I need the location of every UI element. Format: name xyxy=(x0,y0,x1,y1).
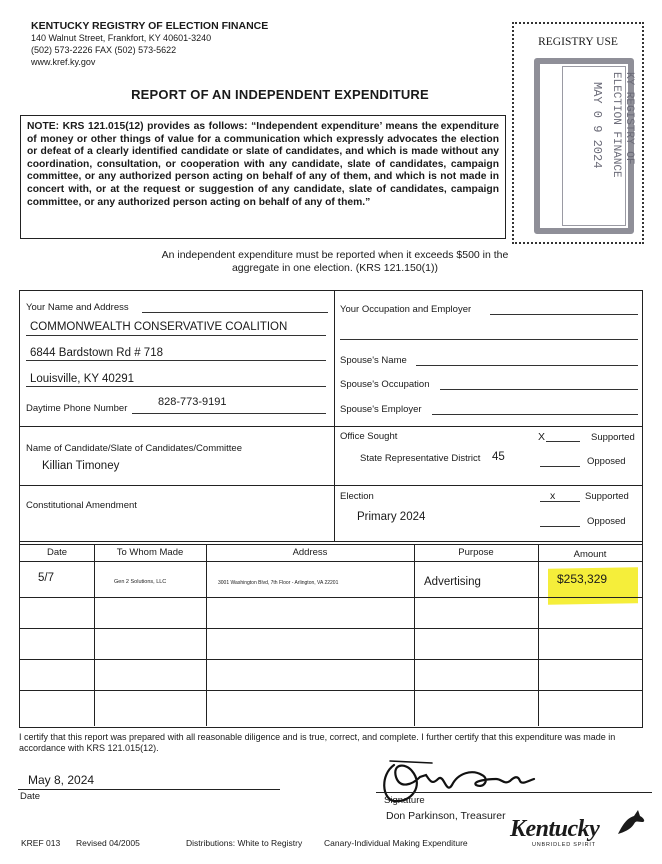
agency-name: KENTUCKY REGISTRY OF ELECTION FINANCE xyxy=(31,20,269,32)
date-label: Date xyxy=(20,791,41,802)
certification-text: I certify that this report was prepared with all reasonable diligence and is true, correct, and complete. I further certify that this expenditure was made in accordance with KRS 121.015(12). xyxy=(19,732,616,753)
signature-line xyxy=(376,792,652,793)
election-label: Election xyxy=(340,491,374,502)
row-divider xyxy=(20,659,642,660)
underline xyxy=(26,360,326,361)
spouse-employer-label: Spouse's Employer xyxy=(340,404,422,415)
col-header-date: Date xyxy=(46,547,68,558)
row-divider xyxy=(20,544,642,545)
candidate-opposed-label: Opposed xyxy=(587,456,626,467)
signed-date[interactable]: May 8, 2024 xyxy=(28,773,95,787)
underline xyxy=(490,314,638,315)
logo-tagline: UNBRIDLED SPIRIT xyxy=(532,842,596,848)
column-divider xyxy=(94,544,95,726)
candidate-label: Name of Candidate/Slate of Candidates/Committee xyxy=(26,443,242,454)
row-date[interactable]: 5/7 xyxy=(38,572,54,584)
col-header-amount: Amount xyxy=(573,549,607,560)
underline xyxy=(340,339,638,340)
underline xyxy=(26,335,326,336)
candidate-supported-label: Supported xyxy=(591,432,635,443)
underline xyxy=(440,389,638,390)
column-divider xyxy=(206,544,207,726)
name-address-label: Your Name and Address xyxy=(26,302,129,313)
filer-name[interactable]: COMMONWEALTH CONSERVATIVE COALITION xyxy=(30,321,288,333)
underline xyxy=(546,441,580,442)
col-header-purpose: Purpose xyxy=(458,547,494,558)
row-divider xyxy=(20,561,642,562)
row-payee[interactable]: Gen 2 Solutions, LLC xyxy=(114,579,167,585)
underline xyxy=(540,466,580,467)
date-line xyxy=(18,789,280,790)
underline xyxy=(540,526,580,527)
phone-label: Daytime Phone Number xyxy=(26,403,128,414)
horse-icon xyxy=(614,808,648,838)
form-id: KREF 013 xyxy=(21,838,61,848)
election-value[interactable]: Primary 2024 xyxy=(357,511,426,523)
row-divider xyxy=(20,426,642,427)
page-title: REPORT OF AN INDEPENDENT EXPENDITURE xyxy=(131,87,429,102)
column-divider xyxy=(414,544,415,726)
distribution-canary: Canary-Individual Making Expenditure xyxy=(324,838,468,848)
amendment-label: Constitutional Amendment xyxy=(26,500,137,511)
col-header-payee: To Whom Made xyxy=(116,547,184,558)
underline xyxy=(142,312,328,313)
kentucky-logo xyxy=(510,816,599,848)
revised-date: Revised 04/2005 xyxy=(76,838,140,848)
office-sought-value[interactable]: State Representative District xyxy=(360,453,481,464)
amendment-supported-label: Supported xyxy=(585,491,629,502)
row-divider xyxy=(20,541,642,542)
underline xyxy=(26,386,326,387)
column-divider xyxy=(334,291,335,541)
row-divider xyxy=(20,485,642,486)
agency-address: 140 Walnut Street, Frankfort, KY 40601-3240 xyxy=(31,33,212,43)
amendment-support-mark[interactable]: x xyxy=(550,490,556,502)
filer-city[interactable]: Louisville, KY 40291 xyxy=(30,373,134,385)
candidate-support-mark[interactable]: X xyxy=(538,431,546,443)
registry-use-box xyxy=(512,22,644,244)
spouse-occupation-label: Spouse's Occupation xyxy=(340,379,430,390)
filer-street[interactable]: 6844 Bardstown Rd # 718 xyxy=(30,347,163,359)
agency-phone-fax: (502) 573-2226 FAX (502) 573-5622 xyxy=(31,45,177,55)
distribution-white: Distributions: White to Registry xyxy=(186,838,303,848)
occupation-label: Your Occupation and Employer xyxy=(340,304,472,315)
filer-phone[interactable]: 828-773-9191 xyxy=(158,396,227,408)
signature-label: Signature xyxy=(384,795,425,806)
row-purpose[interactable]: Advertising xyxy=(424,576,481,588)
expenditure-form xyxy=(19,290,643,728)
threshold-notice: An independent expenditure must be reported when it exceeds $500 in the aggregate in one election. (KRS 121.150(1)) xyxy=(161,249,509,274)
logo-wordmark: Kentucky xyxy=(510,816,600,842)
district-number[interactable]: 45 xyxy=(492,451,505,463)
underline xyxy=(132,413,326,414)
row-amount[interactable]: $253,329 xyxy=(557,572,608,586)
statute-note: NOTE: KRS 121.015(12) provides as follows: “Independent expenditure’ means the expenditure of money or other things of value for a communication which expressly advocates the election or defeat of a clearly identified candidate or slate of candidates, and which is made without any coordination, consultation, or cooperation with any candidate, slate of candidates, campaign committee, or any authorized person acting on behalf of any of them, and which is not made in concert with, or at the request or suggestion of any candidate, slate of candidates, campaign committee, or any authorized person acting on behalf of any of them.” xyxy=(20,115,506,239)
row-divider xyxy=(20,628,642,629)
agency-header xyxy=(31,20,268,68)
amendment-opposed-label: Opposed xyxy=(587,516,626,527)
underline xyxy=(416,365,638,366)
spouse-name-label: Spouse's Name xyxy=(340,355,407,366)
row-divider xyxy=(20,597,642,598)
agency-website: www.kref.ky.gov xyxy=(31,57,96,67)
row-divider xyxy=(20,690,642,691)
col-header-address: Address xyxy=(292,547,328,558)
signer-name: Don Parkinson, Treasurer xyxy=(386,810,506,822)
office-sought-label: Office Sought xyxy=(340,431,398,442)
stamp-date: MAY 0 9 2024 xyxy=(590,82,604,169)
candidate-name[interactable]: Killian Timoney xyxy=(42,460,120,472)
row-address[interactable]: 3001 Washington Blvd, 7th Floor - Arlington, VA 22201 xyxy=(218,580,339,586)
stamp-agency-line1: KY REGISTRY OF xyxy=(623,72,635,165)
registry-use-label: REGISTRY USE xyxy=(538,36,618,48)
underline xyxy=(432,414,638,415)
column-divider xyxy=(538,544,539,726)
stamp-agency-line2: ELECTION FINANCE xyxy=(610,72,622,178)
underline xyxy=(540,501,580,502)
